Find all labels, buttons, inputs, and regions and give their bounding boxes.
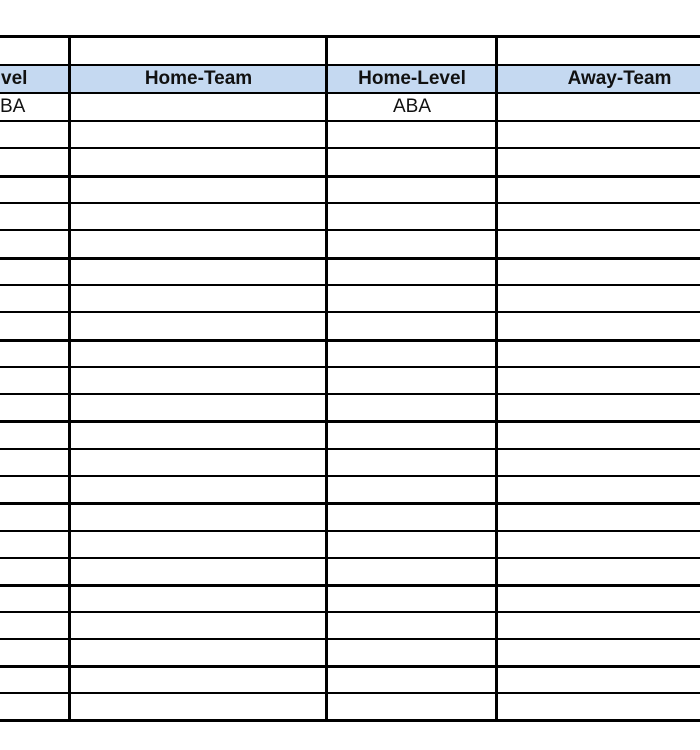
row-divider [0,147,700,149]
row-divider [0,502,700,505]
row-divider [0,257,700,260]
row-divider [0,393,700,395]
row-divider [0,284,700,286]
row-divider [0,420,700,423]
cell-home-level-row1: ABA [392,95,432,117]
column-divider [495,36,498,722]
header-home-level: Home-Level [358,68,466,89]
row-divider [0,175,700,178]
header-away-level: vel [1,68,28,89]
row-divider [0,202,700,204]
row-divider [0,311,700,313]
row-divider [0,584,700,587]
column-divider [68,36,71,722]
row-divider [0,611,700,613]
row-divider [0,719,700,722]
row-divider [0,692,700,694]
row-divider [0,665,700,668]
row-divider [0,229,700,231]
header-home-team: Home-Team [144,68,253,89]
row-divider [0,530,700,532]
cell-home-team-row1 [70,93,327,120]
column-divider [325,36,328,722]
row-divider [0,475,700,477]
row-divider [0,120,700,122]
row-divider [0,339,700,342]
header-away-team: Away-Team [567,68,672,89]
row-divider [0,448,700,450]
row-divider [0,64,700,66]
row-divider [0,35,700,38]
row-divider [0,638,700,640]
cell-away-level-row1: BA [0,95,26,117]
row-divider [0,92,700,94]
cell-away-team-row1 [497,93,700,120]
row-divider [0,366,700,368]
row-divider [0,557,700,559]
